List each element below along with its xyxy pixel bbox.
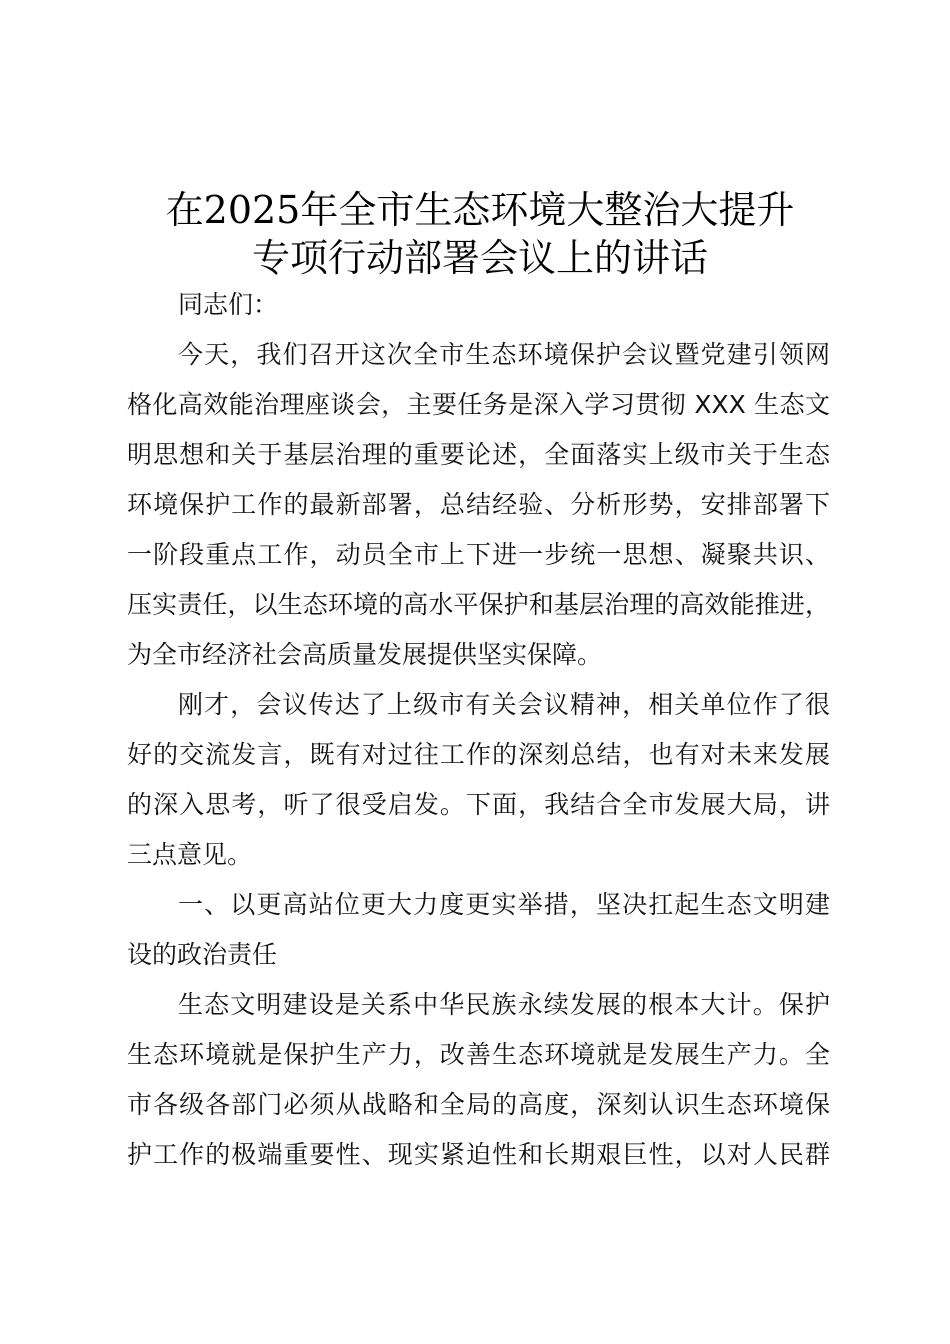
paragraph-2-line: 三点意见。 — [127, 840, 253, 869]
paragraph-2-line: 刚才，会议传达了上级市有关会议精神，相关单位作了很 — [178, 690, 830, 719]
paragraph-4-line: 市各级各部门必须从战略和全局的高度，深刻认识生态环境保 — [127, 1090, 830, 1119]
paragraph-3-line: 设的政治责任 — [127, 940, 278, 969]
paragraph-2-line: 好的交流发言，既有对过往工作的深刻总结，也有对未来发展 — [127, 740, 830, 769]
document-title-line-1: 在2025年全市生态环境大整治大提升 — [165, 188, 795, 232]
paragraph-2-line: 的深入思考，听了很受启发。下面，我结合全市发展大局，讲 — [127, 790, 830, 819]
paragraph-4-line: 生态环境就是保护生产力，改善生态环境就是发展生产力。全 — [127, 1040, 830, 1069]
document-title-line-2: 专项行动部署会议上的讲话 — [251, 236, 708, 280]
paragraph-1-line: 今天，我们召开这次全市生态环境保护会议暨党建引领网 — [178, 340, 830, 369]
paragraph-1-line: 环境保护工作的最新部署，总结经验、分析形势，安排部署下 — [127, 490, 830, 519]
paragraph-1-line: 为全市经济社会高质量发展提供坚实保障。 — [127, 640, 603, 669]
salutation: 同志们： — [178, 290, 279, 319]
paragraph-4-line: 护工作的极端重要性、现实紧迫性和长期艰巨性，以对人民群 — [127, 1140, 830, 1169]
paragraph-1-line: 格化高效能治理座谈会，主要任务是深入学习贯彻 XXX 生态文 — [127, 390, 830, 419]
paragraph-1-line: 一阶段重点工作，动员全市上下进一步统一思想、凝聚共识、 — [127, 540, 830, 569]
paragraph-1-line: 明思想和关于基层治理的重要论述，全面落实上级市关于生态 — [127, 440, 830, 469]
paragraph-3-line: 一、以更高站位更大力度更实举措，坚决扛起生态文明建 — [178, 890, 830, 919]
paragraph-4-line: 生态文明建设是关系中华民族永续发展的根本大计。保护 — [178, 990, 830, 1019]
paragraph-1-line: 压实责任，以生态环境的高水平保护和基层治理的高效能推进， — [127, 590, 830, 619]
